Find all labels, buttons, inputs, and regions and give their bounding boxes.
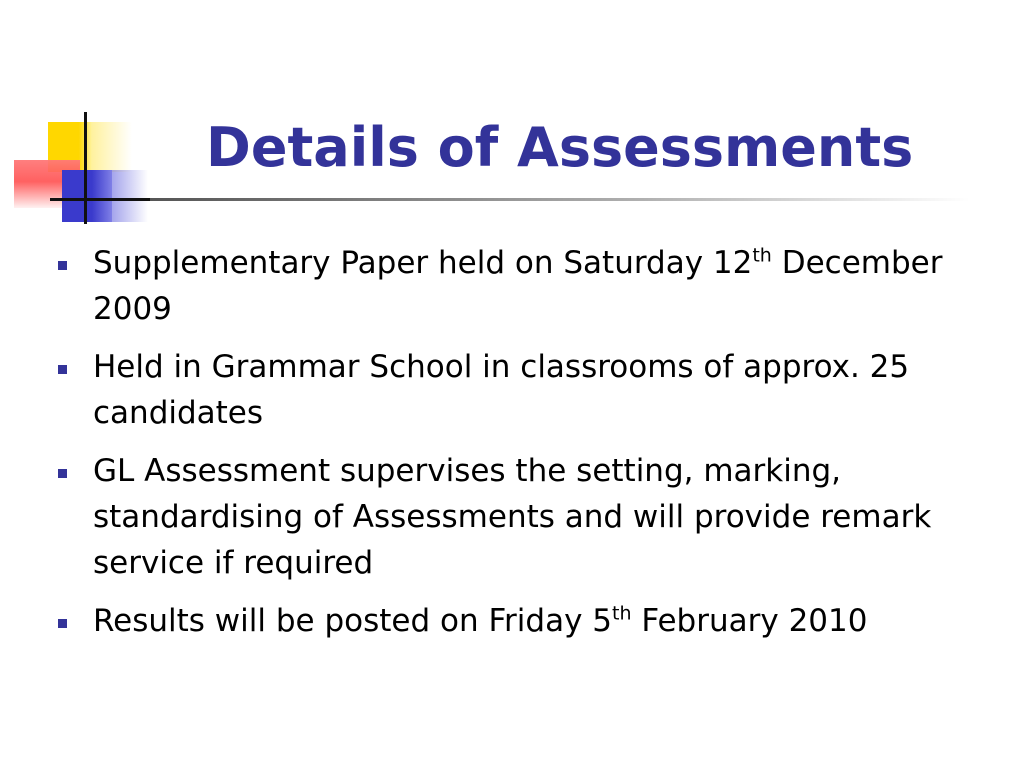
bullet-item (56, 240, 956, 332)
bullet-text-main: GL Assessment supervises the setting, marking, standardising of Assessments and will provide remark service if required (93, 453, 932, 581)
logo-horizontal-line (50, 198, 160, 201)
bullet-text-tail: December 2009 (93, 245, 943, 327)
ordinal-suffix: th (612, 602, 632, 625)
bullet-text (93, 453, 931, 581)
bullet-text (93, 245, 942, 327)
logo-blue-square (62, 170, 112, 222)
logo-yellow-fade (92, 122, 132, 172)
bullet-text (93, 349, 909, 431)
square-bullet-icon (58, 619, 67, 628)
bullet-list (56, 240, 956, 656)
logo-blue-fade (112, 170, 148, 222)
bullet-item (56, 448, 956, 586)
bullet-text-tail: February 2010 (631, 603, 868, 639)
bullet-item (56, 598, 956, 644)
bullet-text-main: Results will be posted on Friday 5 (93, 603, 612, 639)
square-bullet-icon (58, 365, 67, 374)
bullet-item (56, 344, 956, 436)
bullet-text-main: Supplementary Paper held on Saturday 12 (93, 245, 753, 281)
square-bullet-icon (58, 261, 67, 270)
square-bullet-icon (58, 469, 67, 478)
corner-squares-logo-icon (0, 0, 150, 240)
slide-title: Details of Assessments (206, 116, 914, 179)
ordinal-suffix: th (752, 244, 772, 267)
bullet-text-main: Held in Grammar School in classrooms of approx. 25 candidates (93, 349, 910, 431)
bullet-text (93, 603, 867, 639)
title-divider (150, 198, 970, 201)
logo-vertical-line (84, 112, 87, 224)
